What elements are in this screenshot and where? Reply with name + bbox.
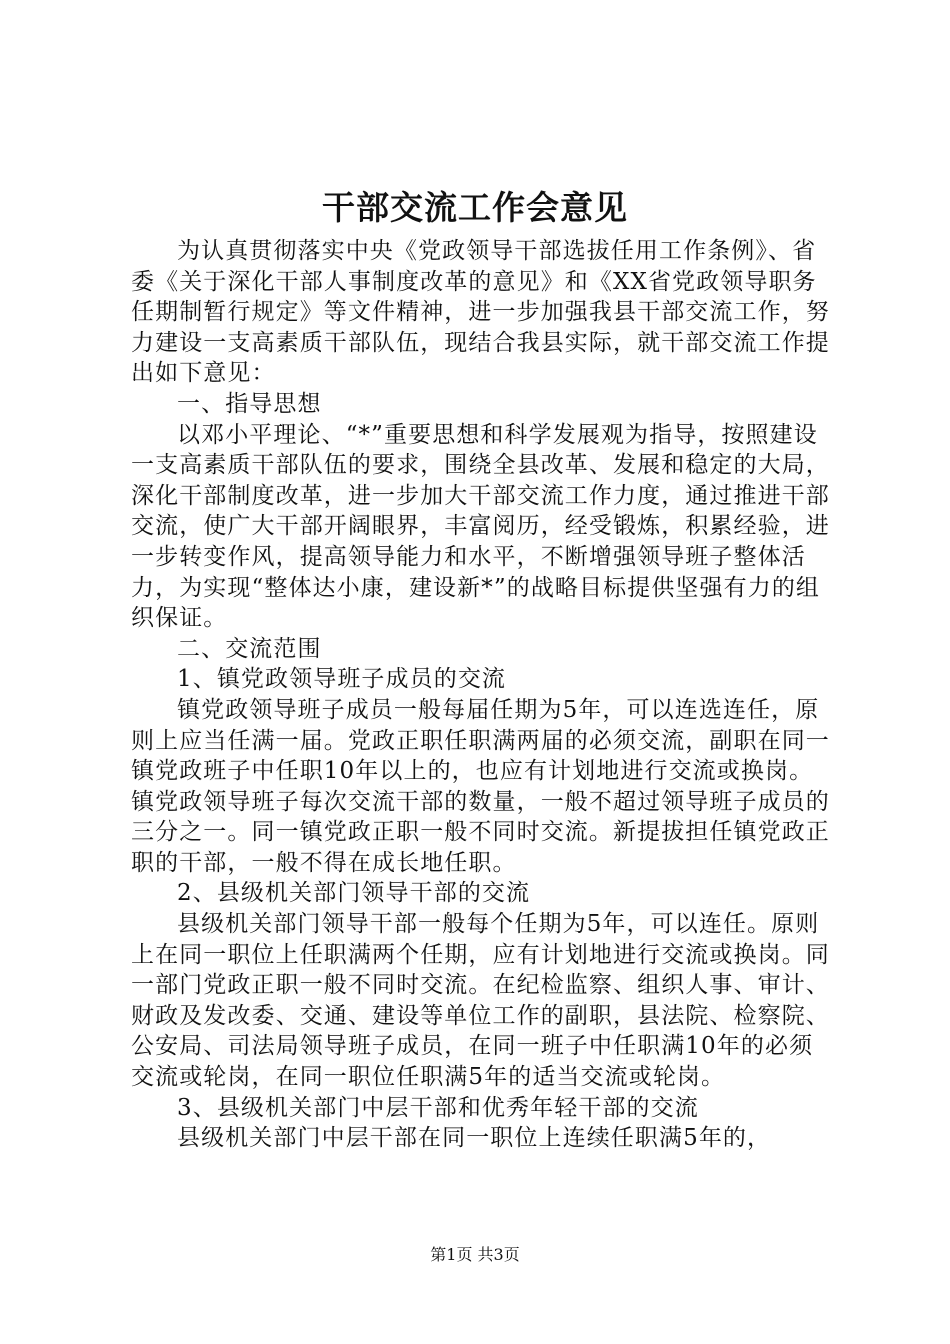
document-body [131,236,831,1154]
county-department-leaders-paragraph: 县级机关部门领导干部一般每个任期为5年，可以连任。原则上在同一职位上任职满两个任期，应有计划地进行交流或换岗。同一部门党政正职一般不同时交流。在纪检监察、组织人事、审计、财政及发改委、交通、建设等单位工作的副职，县法院、检察院、公安局、司法局领导班子成员，在同一班子中任职满10年的必须交流或轮岗，在同一职位任职满5年的适当交流或轮岗。 [131,911,830,1091]
section-heading-exchange-scope: 二、交流范围 [177,635,322,662]
town-leadership-paragraph: 镇党政领导班子成员一般每届任期为5年，可以连选连任，原则上应当任满一届。党政正职任职满两届的必须交流，副职在同一镇党政班子中任职10年以上的，也应有计划地进行交流或换岗。镇党政领导班子每次交流干部的数量，一般不超过领导班子成员的三分之一。同一镇党政正职一般不同时交流。新提拔担任镇党政正职的干部，一般不得在成长地任职。 [131,696,830,876]
subheading-town-leadership: 1、镇党政领导班子成员的交流 [177,666,507,693]
page-footer: 第1页 共3页 [430,1245,520,1264]
subheading-middle-level-cadres: 3、县级机关部门中层干部和优秀年轻干部的交流 [177,1094,699,1121]
middle-level-cadres-paragraph: 县级机关部门中层干部在同一职位上连续任职满5年的， [177,1125,772,1152]
guiding-ideology-paragraph: 以邓小平理论、“*”重要思想和科学发展观为指导，按照建设一支高素质干部队伍的要求，围绕全县改革、发展和稳定的大局，深化干部制度改革，进一步加大干部交流工作力度，通过推进干部交流，使广大干部开阔眼界，丰富阅历，经受锻炼，积累经验，进一步转变作风，提高领导能力和水平，不断增强领导班子整体活力，为实现“整体达小康，建设新*”的战略目标提供坚强有力的组织保证。 [131,421,830,632]
subheading-county-department-leaders: 2、县级机关部门领导干部的交流 [177,880,531,907]
document-title: 干部交流工作会意见 [322,188,628,227]
intro-paragraph: 为认真贯彻落实中央《党政领导干部选拔任用工作条例》、省委《关于深化干部人事制度改革的意见》和《XX省党政领导职务任期制暂行规定》等文件精神，进一步加强我县干部交流工作，努力建设一支高素质干部队伍，现结合我县实际，就干部交流工作提出如下意见： [131,238,830,387]
section-heading-guiding-ideology: 一、指导思想 [177,390,322,417]
